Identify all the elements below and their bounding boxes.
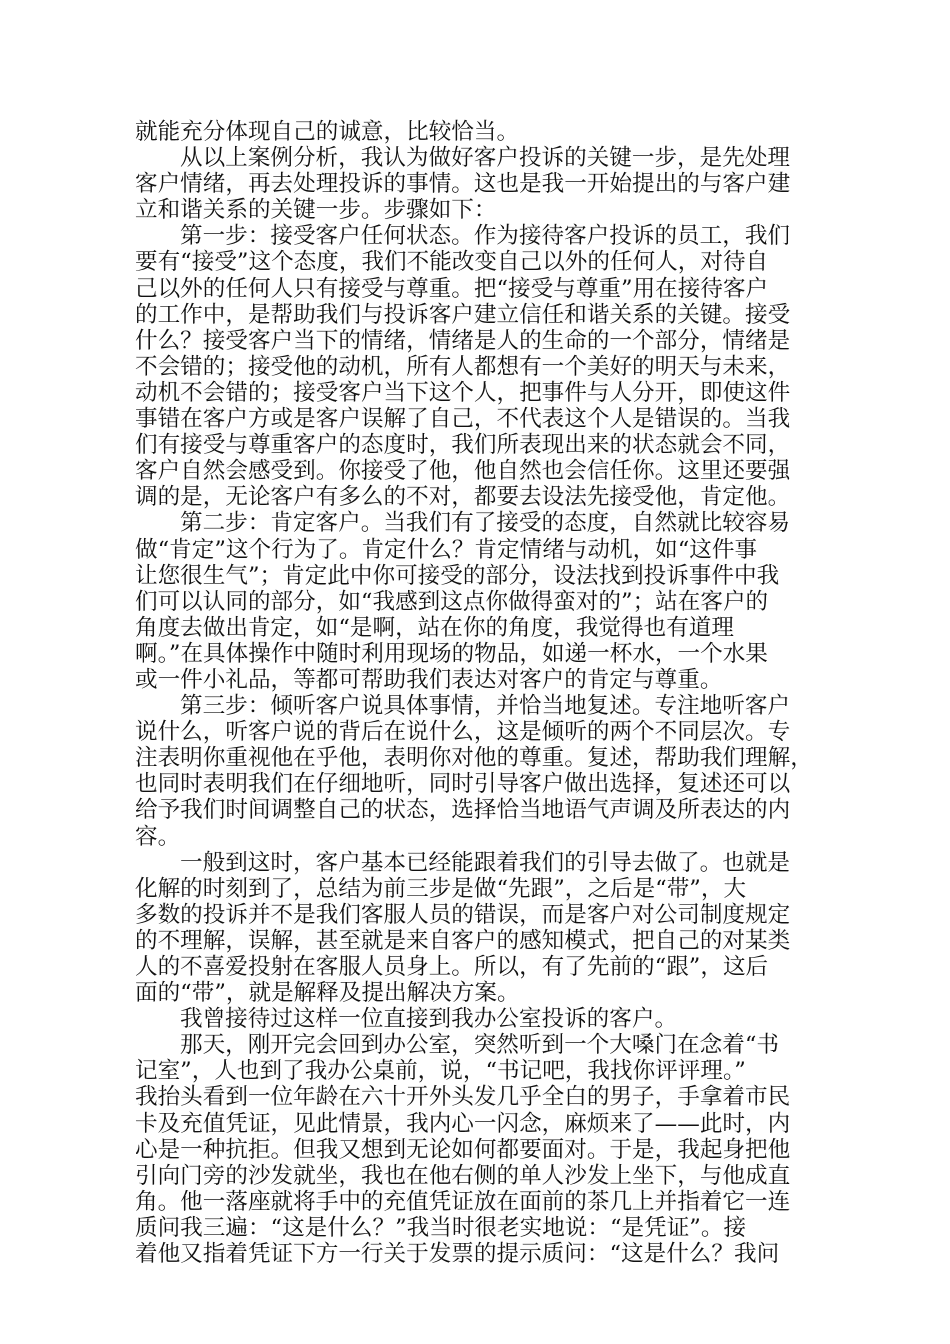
text-line: 的不理解，误解，甚至就是来自客户的感知模式，把自己的对某类 <box>135 927 791 954</box>
text-line: 容。 <box>135 823 181 850</box>
text-line: 的工作中，是帮助我们与投诉客户建立信任和谐关系的关键。接受 <box>135 301 791 328</box>
paragraph-first-line: 第三步：倾听客户说具体事情，并恰当地复述。专注地听客户 <box>180 693 791 720</box>
text-line: 们有接受与尊重客户的态度时，我们所表现出来的状态就会不同， <box>135 432 791 459</box>
text-line: 事错在客户方或是客户误解了自己，不代表这个人是错误的。当我 <box>135 406 791 433</box>
text-line: 角。他一落座就将手中的充值凭证放在面前的茶几上并指着它一连 <box>135 1188 791 1215</box>
text-line: 客户自然会感受到。你接受了他，他自然也会信任你。这里还要强 <box>135 458 791 485</box>
text-line: 多数的投诉并不是我们客服人员的错误，而是客户对公司制度规定 <box>135 901 791 928</box>
paragraph-first-line: 从以上案例分析，我认为做好客户投诉的关键一步，是先处理 <box>180 145 791 172</box>
text-line: 就能充分体现自己的诚意，比较恰当。 <box>135 119 520 145</box>
text-line: 心是一种抗拒。但我又想到无论如何都要面对。于是，我起身把他 <box>135 1136 791 1163</box>
text-line: 动机不会错的；接受客户当下这个人，把事件与人分开，即使这件 <box>135 379 791 406</box>
text-line: 我抬头看到一位年龄在六十开外头发几乎全白的男子，手拿着市民 <box>135 1084 791 1111</box>
text-line: 卡及充值凭证，见此情景，我内心一闪念，麻烦来了——此时，内 <box>135 1110 791 1137</box>
document-body <box>135 119 815 1267</box>
paragraph-first-line: 一般到这时，客户基本已经能跟着我们的引导去做了。也就是 <box>180 849 791 876</box>
text-line: 质问我三遍：“这是什么？”我当时很老实地说：“是凭证”。接 <box>135 1214 747 1241</box>
text-line: 角度去做出肯定，如“是啊，站在你的角度，我觉得也有道理 <box>135 614 734 641</box>
text-line: 立和谐关系的关键一步。步骤如下： <box>135 197 497 224</box>
text-line: 也同时表明我们在仔细地听，同时引导客户做出选择，复述还可以 <box>135 771 791 798</box>
paragraph-first-line: 那天，刚开完会回到办公室，突然听到一个大嗓门在念着“书 <box>180 1032 779 1059</box>
text-line: 记室”，人也到了我办公桌前，说，“书记吧，我找你评评理。” <box>135 1058 746 1085</box>
text-line: 注表明你重视他在乎他，表明你对他的尊重。复述，帮助我们理解， <box>135 745 813 772</box>
text-line: 或一件小礼品，等都可帮助我们表达对客户的肯定与尊重。 <box>135 666 723 693</box>
text-line: 要有“接受”这个态度，我们不能改变自己以外的任何人，对待自 <box>135 249 769 276</box>
paragraph-first-line: 第二步：肯定客户。当我们有了接受的态度，自然就比较容易 <box>180 510 791 537</box>
text-line: 们可以认同的部分，如“我感到这点你做得蛮对的”；站在客户的 <box>135 588 769 615</box>
text-line: 不会错的；接受他的动机，所有人都想有一个美好的明天与未来， <box>135 353 791 380</box>
text-line: 让您很生气”；肯定此中你可接受的部分，设法找到投诉事件中我 <box>135 562 780 589</box>
text-line: 人的不喜爱投射在客服人员身上。所以，有了先前的“跟”，这后 <box>135 954 769 980</box>
paragraph-first-line: 第一步：接受客户任何状态。作为接待客户投诉的员工，我们 <box>180 223 791 250</box>
text-line: 客户情绪，再去处理投诉的事情。这也是我一开始提出的与客户建 <box>135 171 791 198</box>
text-line: 什么？接受客户当下的情绪，情绪是人的生命的一个部分，情绪是 <box>135 327 791 354</box>
text-line: 己以外的任何人只有接受与尊重。把“接受与尊重”用在接待客户 <box>135 275 769 302</box>
text-line: 着他又指着凭证下方一行关于发票的提示质问：“这是什么？我问 <box>135 1241 780 1268</box>
text-line: 化解的时刻到了，总结为前三步是做“先跟”，之后是“带”，大 <box>135 875 747 902</box>
text-line: 给予我们时间调整自己的状态，选择恰当地语气声调及所表达的内 <box>135 797 791 824</box>
text-line: 面的“带”，就是解释及提出解决方案。 <box>135 980 520 1007</box>
text-line: 引向门旁的沙发就坐，我也在他右侧的单人沙发上坐下，与他成直 <box>135 1162 791 1189</box>
text-line: 说什么，听客户说的背后在说什么，这是倾听的两个不同层次。专 <box>135 719 791 746</box>
text-line: 调的是，无论客户有多么的不对，都要去设法先接受他，肯定他。 <box>135 484 791 511</box>
paragraph-first-line: 我曾接待过这样一位直接到我办公室投诉的客户。 <box>180 1006 678 1033</box>
text-line: 做“肯定”这个行为了。肯定什么？肯定情绪与动机，如“这件事 <box>135 536 758 563</box>
text-line: 啊。”在具体操作中随时利用现场的物品，如递一杯水，一个水果 <box>135 640 768 667</box>
